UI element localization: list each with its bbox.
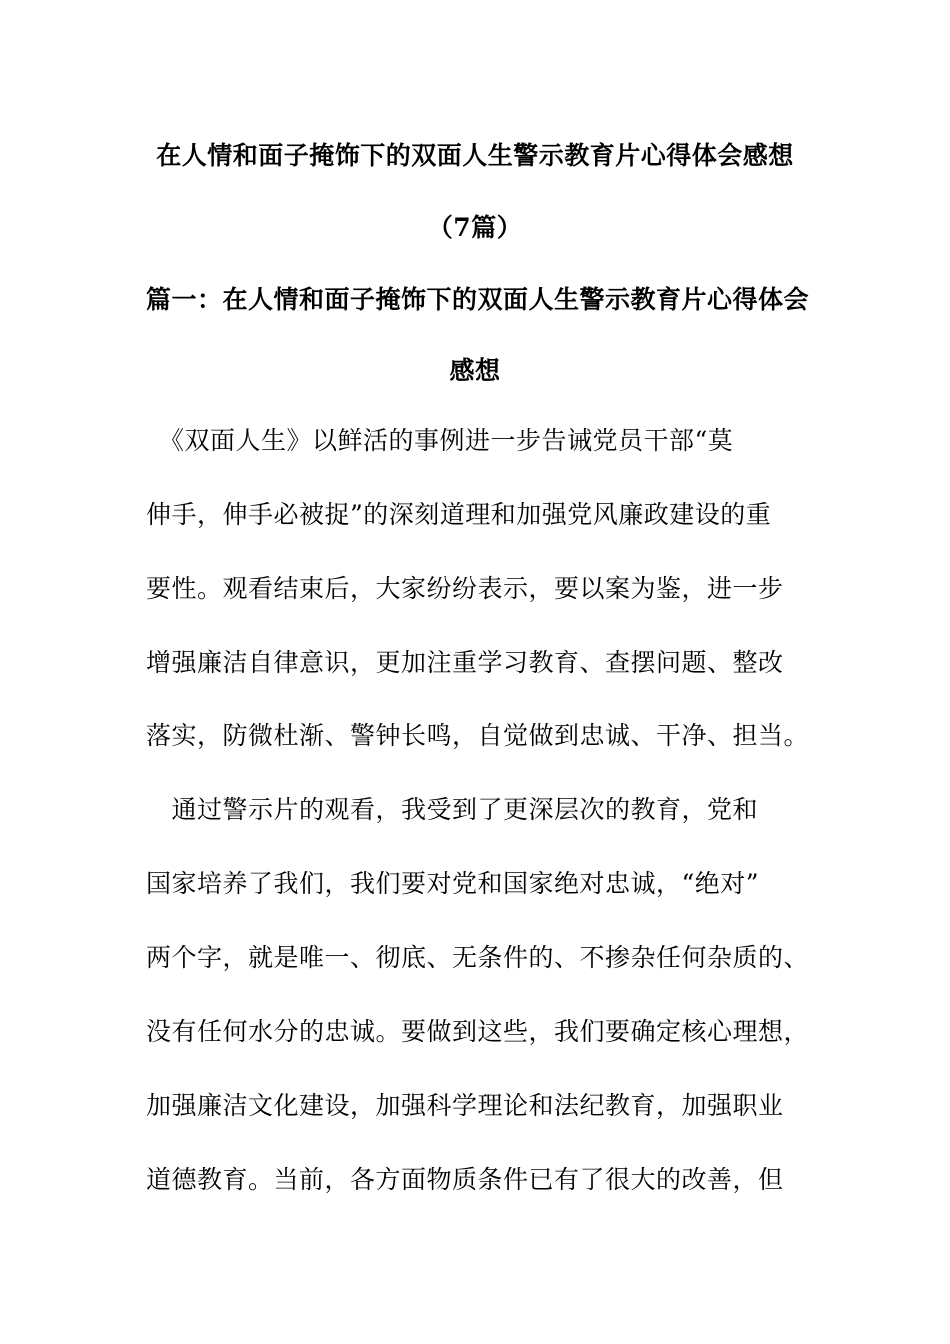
paragraph-2-line-5: 加强廉洁文化建设，加强科学理论和法纪教育，加强职业 — [146, 1091, 784, 1120]
paragraph-2-line-4: 没有任何水分的忠诚。要做到这些，我们要确定核心理想， — [146, 1017, 810, 1046]
paragraph-1-line-2: 伸手，伸手必被捉”的深刻道理和加强党风廉政建设的重 — [146, 500, 772, 529]
paragraph-1-line-1: 《双面人生》以鲜活的事例进一步告诫党员干部“莫 — [146, 426, 734, 455]
paragraph-1-line-3: 要性。观看结束后，大家纷纷表示，要以案为鉴，进一步 — [146, 574, 784, 603]
section-heading-line-1: 篇一：在人情和面子掩饰下的双面人生警示教育片心得体会 — [146, 285, 810, 314]
document-title-line-1: 在人情和面子掩饰下的双面人生警示教育片心得体会感想 — [156, 141, 794, 170]
section-heading-line-2: 感想 — [449, 356, 501, 385]
paragraph-2-line-1: 通过警示片的观看，我受到了更深层次的教育，党和 — [146, 795, 759, 824]
paragraph-2-line-3: 两个字，就是唯一、彻底、无条件的、不掺杂任何杂质的、 — [146, 943, 810, 972]
paragraph-1-line-4: 增强廉洁自律意识，更加注重学习教育、查摆问题、整改 — [146, 648, 784, 677]
paragraph-2-line-2: 国家培养了我们，我们要对党和国家绝对忠诚，“绝对” — [146, 869, 760, 898]
document-title-line-2: （7篇） — [427, 213, 523, 242]
paragraph-1-line-5: 落实，防微杜渐、警钟长鸣，自觉做到忠诚、干净、担当。 — [146, 721, 810, 750]
paragraph-2-line-6: 道德教育。当前，各方面物质条件已有了很大的改善，但 — [146, 1165, 784, 1194]
